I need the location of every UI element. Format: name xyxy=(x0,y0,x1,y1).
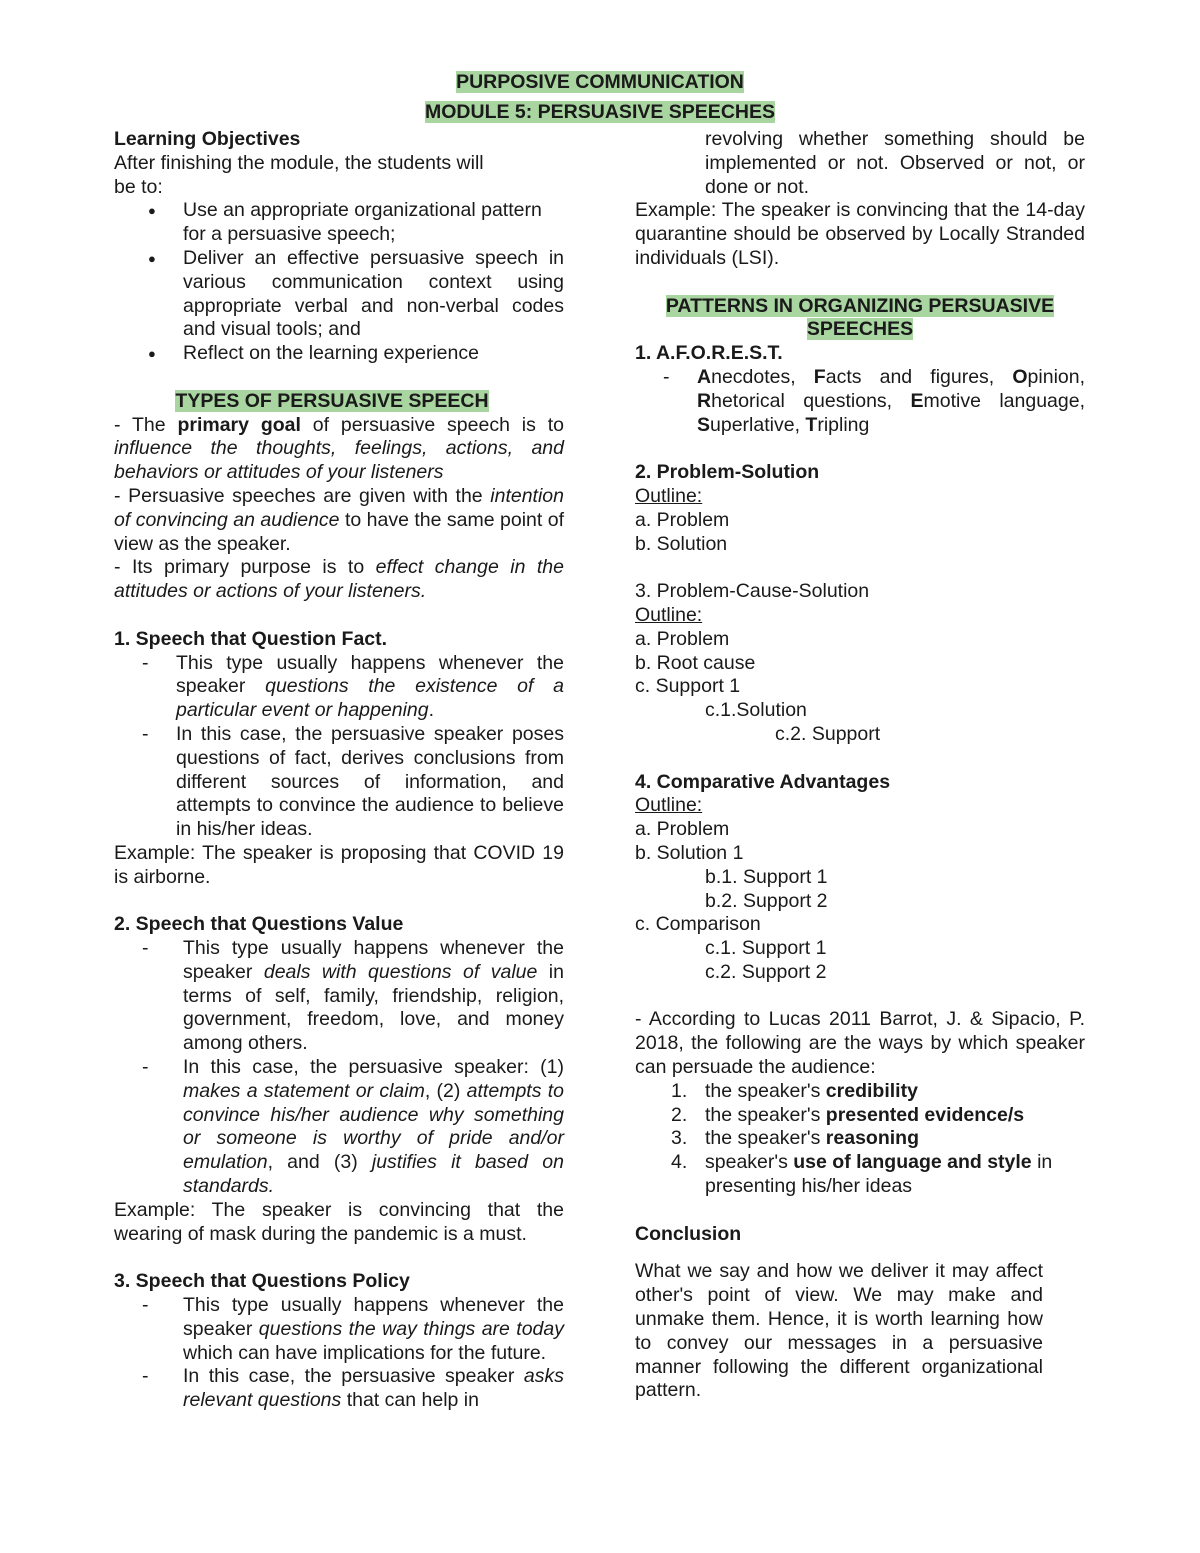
outline-subitem: c.1. Support 1 xyxy=(705,937,827,960)
comparative-advantages-heading: 4. Comparative Advantages xyxy=(635,770,891,793)
list-item: 2. the speaker's presented evidence/s xyxy=(671,1103,1025,1126)
outline-label: Outline: xyxy=(635,794,703,817)
outline-item: c. Comparison xyxy=(635,913,761,936)
fact-heading: 1. Speech that Question Fact. xyxy=(114,627,388,650)
document-title: PURPOSIVE COMMUNICATION xyxy=(456,71,744,93)
right-column xyxy=(635,128,1085,1403)
list-item: ● Use an appropriate organizational pattern for a persuasive speech; xyxy=(114,199,564,247)
outline-item: a. Problem xyxy=(635,627,730,650)
list-item: 1. the speaker's credibility xyxy=(671,1079,918,1102)
patterns-heading: PATTERNS IN ORGANIZING PERSUASIVE SPEECHES xyxy=(665,294,1055,341)
list-item: 4. speaker's use of language and style in presenting his/her ideas xyxy=(671,1151,1053,1198)
types-heading: TYPES OF PERSUASIVE SPEECH xyxy=(175,389,489,412)
objectives-intro: After finishing the module, the students will xyxy=(114,151,484,174)
policy-bullet-continuation: revolving whether something should be implemented or not. Observed or not, or done or not. xyxy=(705,128,1085,198)
policy-example: Example: The speaker is convincing that the 14-day quarantine should be observed by Locally Stranded individuals (LSI). xyxy=(635,199,1085,269)
objectives-list xyxy=(114,199,564,366)
outline-item: a. Problem xyxy=(635,818,730,841)
outline-item: c. Support 1 xyxy=(635,675,741,698)
aforest-list xyxy=(635,366,1085,437)
conclusion-text: What we say and how we deliver it may affect other's point of view. We may make and unmake them. Hence, it is worth learning how to convey our messages in a persuasive manner following the different organizational pattern. xyxy=(635,1260,1043,1402)
persuasion-ways-list xyxy=(635,1080,1085,1199)
objectives-intro-cont: be to: xyxy=(114,175,163,198)
policy-heading: 3. Speech that Questions Policy xyxy=(114,1270,410,1293)
list-item: ● Reflect on the learning experience xyxy=(114,342,564,366)
lucas-paragraph: - According to Lucas 2011 Barrot, J. & Sipacio, P. 2018, the following are the ways by which speaker can persuade the audience: xyxy=(635,1008,1085,1079)
list-item: ● Deliver an effective persuasive speech in various communication context using appropriate verbal and non-verbal codes and visual tools; and xyxy=(114,247,564,342)
outline-subitem: c.2. Support 2 xyxy=(705,960,827,983)
conclusion-heading: Conclusion xyxy=(635,1222,742,1245)
value-list xyxy=(114,937,564,1199)
problem-solution-heading: 2. Problem-Solution xyxy=(635,461,820,484)
list-item: - This type usually happens whenever the speaker questions the way things are today which can have implications for the future. xyxy=(114,1294,564,1365)
outline-item: a. Problem xyxy=(635,508,730,531)
list-item: - This type usually happens whenever the speaker deals with questions of value in terms of self, family, friendship, religion, government, freedom, love, and money among others. xyxy=(114,937,564,1056)
value-heading: 2. Speech that Questions Value xyxy=(114,913,404,936)
types-paragraph-3: - Its primary purpose is to effect change in the attitudes or actions of your listeners. xyxy=(114,556,564,603)
outline-item: b. Solution 1 xyxy=(635,841,744,864)
fact-list xyxy=(114,652,564,842)
list-item: 3. the speaker's reasoning xyxy=(671,1127,919,1150)
list-item: - In this case, the persuasive speaker: (1) makes a statement or claim, (2) attempts to convince his/her audience why something or someone is worthy of pride and/or emulation, and (3) justifies it based on standards. xyxy=(114,1056,564,1199)
list-item: - Anecdotes, Facts and figures, Opinion, Rhetorical questions, Emotive language, Superlative, Tripling xyxy=(635,366,1085,437)
outline-item: b. Solution xyxy=(635,532,728,555)
types-paragraph-1: - The primary goal of persuasive speech is to influence the thoughts, feelings, actions, and behaviors or attitudes of your listeners xyxy=(114,413,564,484)
aforest-heading: 1. A.F.O.R.E.S.T. xyxy=(635,342,783,365)
policy-list xyxy=(114,1294,564,1413)
outline-label: Outline: xyxy=(635,603,703,626)
problem-cause-solution-heading: 3. Problem-Cause-Solution xyxy=(635,580,870,603)
outline-subitem: b.1. Support 1 xyxy=(705,865,828,888)
list-item: - In this case, the persuasive speaker poses questions of fact, derives conclusions from different sources of information, and attempts to convince the audience to believe in his/her ideas. xyxy=(114,723,564,842)
outline-subitem: b.2. Support 2 xyxy=(705,889,828,912)
left-column xyxy=(114,128,564,1413)
outline-subitem: c.1.Solution xyxy=(705,699,807,722)
fact-example: Example: The speaker is proposing that COVID 19 is airborne. xyxy=(114,841,564,888)
objectives-heading: Learning Objectives xyxy=(114,128,301,150)
module-title: MODULE 5: PERSUASIVE SPEECHES xyxy=(425,101,775,123)
outline-label: Outline: xyxy=(635,484,703,507)
outline-subitem: c.2. Support xyxy=(775,722,881,745)
outline-item: b. Root cause xyxy=(635,651,756,674)
types-paragraph-2: - Persuasive speeches are given with the intention of convincing an audience to have the same point of view as the speaker. xyxy=(114,484,564,555)
list-item: - This type usually happens whenever the speaker questions the existence of a particular event or happening. xyxy=(114,652,564,723)
list-item: - In this case, the persuasive speaker asks relevant questions that can help in xyxy=(114,1365,564,1413)
value-example: Example: The speaker is convincing that the wearing of mask during the pandemic is a must. xyxy=(114,1198,564,1245)
